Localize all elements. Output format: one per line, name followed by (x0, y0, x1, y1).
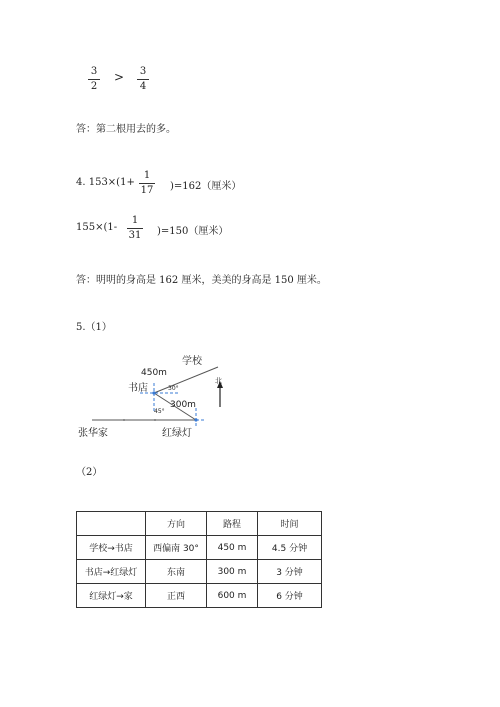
label-home: 张华家 (78, 428, 108, 439)
table-row (77, 584, 322, 608)
table-header-cell: 路程 (207, 512, 258, 536)
label-north: 北 (215, 377, 222, 385)
table-header-cell: 时间 (258, 512, 322, 536)
label-bookstore: 书店 (128, 383, 148, 394)
fraction-left (88, 66, 100, 93)
table-cell: 红绿灯→家 (77, 584, 146, 608)
q4-fraction-2 (127, 215, 143, 242)
table-header-row (77, 512, 322, 536)
fraction-bar (127, 228, 143, 229)
road-tick (154, 419, 156, 421)
table-cell: 正西 (146, 584, 207, 608)
table-row (77, 560, 322, 584)
compare-operator: > (114, 70, 125, 84)
fraction-numerator: 1 (131, 215, 139, 226)
label-angle-45: 45° (154, 408, 165, 415)
fraction-denominator: 4 (139, 81, 147, 92)
table-header-cell: 方向 (146, 512, 207, 536)
table-row (77, 536, 322, 560)
table-cell: 西偏南 30° (146, 536, 207, 560)
fraction-denominator: 31 (128, 230, 142, 241)
bookstore-point (152, 391, 155, 394)
table-cell: 6 分钟 (258, 584, 322, 608)
q4-line2-post: )=150（厘米） (157, 226, 229, 237)
road-tick (123, 419, 125, 421)
q4-line1-post: )=162（厘米） (170, 181, 242, 192)
fraction-numerator: 3 (90, 66, 98, 77)
q5-part2-label: （2） (76, 467, 103, 478)
table-cell: 东南 (146, 560, 207, 584)
fraction-bar (88, 79, 100, 80)
table-cell: 4.5 分钟 (258, 536, 322, 560)
table-cell: 300 m (207, 560, 258, 584)
q5-part1-label: 5.（1） (76, 322, 112, 333)
fraction-numerator: 1 (143, 170, 151, 181)
q4-line2-pre: 155×(1- (76, 222, 118, 233)
label-450m: 450m (141, 368, 167, 378)
fraction-bar (137, 79, 149, 80)
table-header-cell (77, 512, 146, 536)
table-cell: 600 m (207, 584, 258, 608)
table-cell: 450 m (207, 536, 258, 560)
label-school: 学校 (182, 356, 202, 367)
fraction-denominator: 17 (140, 185, 154, 196)
table-cell: 书店→红绿灯 (77, 560, 146, 584)
fraction-right (137, 66, 149, 93)
label-traffic-light: 红绿灯 (162, 428, 192, 439)
table-cell: 3 分钟 (258, 560, 322, 584)
table-cell: 学校→书店 (77, 536, 146, 560)
q4-line1-pre: 4. 153×(1+ (76, 177, 135, 188)
fraction-numerator: 3 (139, 66, 147, 77)
label-300m: 300m (170, 400, 196, 410)
light-point (194, 418, 197, 421)
q4-fraction-1 (139, 170, 155, 197)
fraction-bar (139, 183, 155, 184)
route-table (76, 511, 322, 608)
label-angle-30: 30° (168, 385, 179, 392)
q4-answer: 答：明明的身高是 162 厘米，美美的身高是 150 厘米。 (76, 275, 327, 286)
fraction-denominator: 2 (90, 81, 98, 92)
answer-line-1: 答：第二根用去的多。 (76, 124, 176, 135)
